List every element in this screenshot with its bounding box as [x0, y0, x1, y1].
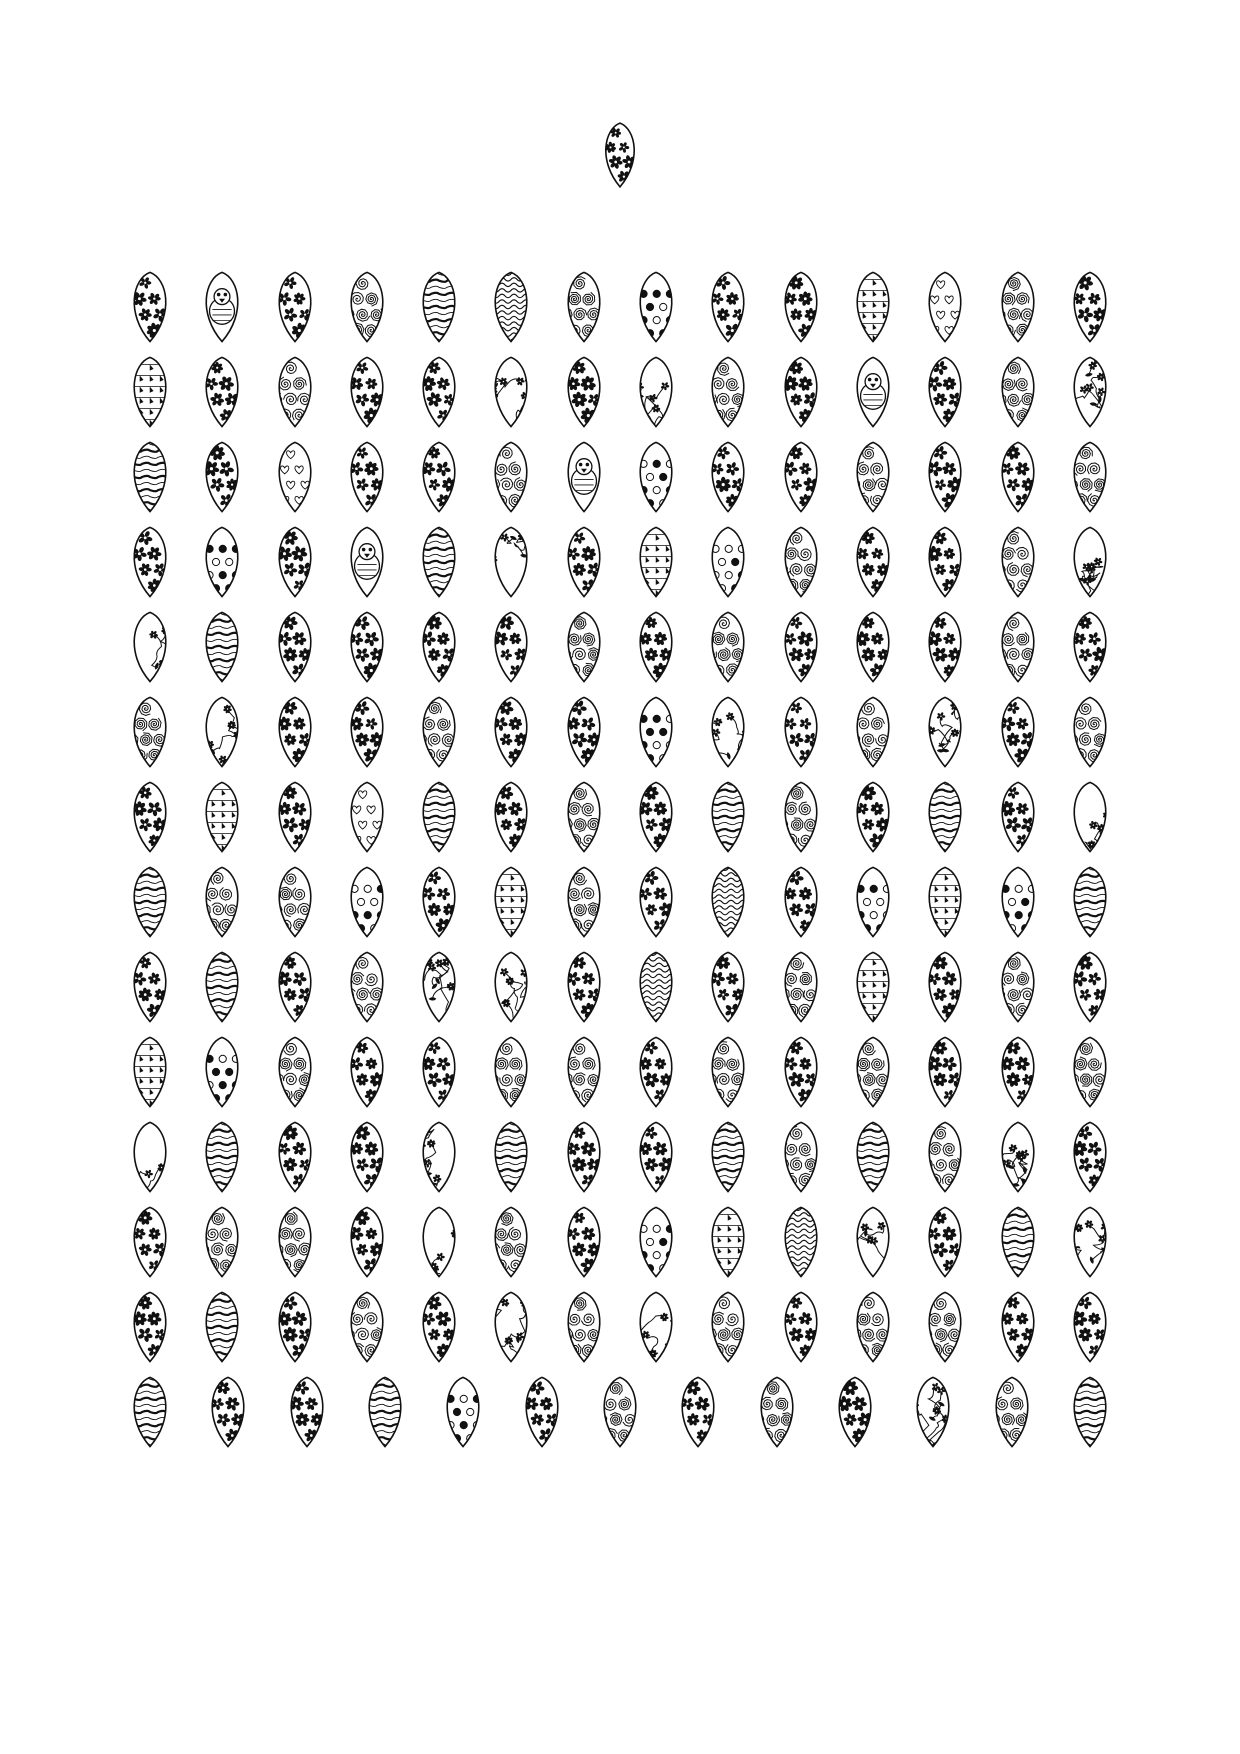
egg-r6-c5: [407, 693, 471, 771]
egg-r13-c3: [263, 1288, 327, 1366]
egg-r4-c7: [552, 523, 616, 601]
egg-r10-c9: [696, 1033, 760, 1111]
egg-r6-c13: [986, 693, 1050, 771]
egg-r5-c7: [552, 608, 616, 686]
egg-r11-c2: [190, 1118, 254, 1196]
egg-r7-c4: [335, 778, 399, 856]
egg-r11-c6: [479, 1118, 543, 1196]
egg-r9-c14: [1058, 948, 1122, 1026]
solo-egg: [591, 119, 649, 191]
egg-r3-c1: [118, 438, 182, 516]
egg-r7-c13: [986, 778, 1050, 856]
egg-r10-c12: [913, 1033, 977, 1111]
egg-r14-c11: [901, 1373, 965, 1451]
egg-r7-c12: [913, 778, 977, 856]
egg-r9-c2: [190, 948, 254, 1026]
egg-r7-c7: [552, 778, 616, 856]
egg-r5-c11: [841, 608, 905, 686]
egg-r4-c14: [1058, 523, 1122, 601]
egg-r12-c12: [913, 1203, 977, 1281]
egg-r12-c3: [263, 1203, 327, 1281]
egg-r9-c13: [986, 948, 1050, 1026]
egg-r8-c3: [263, 863, 327, 941]
egg-r6-c4: [335, 693, 399, 771]
egg-r8-c14: [1058, 863, 1122, 941]
egg-r9-c10: [769, 948, 833, 1026]
egg-r8-c9: [696, 863, 760, 941]
egg-r2-c3: [263, 353, 327, 431]
egg-grid: [118, 268, 1122, 1458]
egg-r3-c3: [263, 438, 327, 516]
egg-r14-c2: [196, 1373, 260, 1451]
egg-r2-c12: [913, 353, 977, 431]
egg-r4-c5: [407, 523, 471, 601]
egg-row: [118, 1033, 1122, 1111]
egg-r10-c7: [552, 1033, 616, 1111]
egg-r6-c6: [479, 693, 543, 771]
egg-r8-c10: [769, 863, 833, 941]
egg-r4-c2: [190, 523, 254, 601]
egg-r7-c5: [407, 778, 471, 856]
egg-r11-c14: [1058, 1118, 1122, 1196]
egg-r5-c9: [696, 608, 760, 686]
egg-r7-c11: [841, 778, 905, 856]
egg-r3-c5: [407, 438, 471, 516]
egg-r11-c10: [769, 1118, 833, 1196]
egg-r1-c8: [624, 268, 688, 346]
egg-r10-c4: [335, 1033, 399, 1111]
egg-r12-c11: [841, 1203, 905, 1281]
egg-r14-c9: [745, 1373, 809, 1451]
egg-r14-c7: [588, 1373, 652, 1451]
egg-r14-c5: [431, 1373, 495, 1451]
egg-r12-c1: [118, 1203, 182, 1281]
egg-r7-c1: [118, 778, 182, 856]
egg-r13-c6: [479, 1288, 543, 1366]
egg-r6-c10: [769, 693, 833, 771]
egg-r6-c7: [552, 693, 616, 771]
egg-r1-c12: [913, 268, 977, 346]
egg-r13-c2: [190, 1288, 254, 1366]
egg-r13-c1: [118, 1288, 182, 1366]
egg-r2-c5: [407, 353, 471, 431]
egg-r7-c6: [479, 778, 543, 856]
egg-r1-c3: [263, 268, 327, 346]
egg-r9-c3: [263, 948, 327, 1026]
egg-r11-c5: [407, 1118, 471, 1196]
egg-r1-c11: [841, 268, 905, 346]
egg-r6-c3: [263, 693, 327, 771]
egg-r12-c8: [624, 1203, 688, 1281]
egg-r13-c10: [769, 1288, 833, 1366]
egg-r7-c2: [190, 778, 254, 856]
egg-r10-c5: [407, 1033, 471, 1111]
egg-r7-c10: [769, 778, 833, 856]
egg-r4-c1: [118, 523, 182, 601]
egg-r4-c12: [913, 523, 977, 601]
egg-r3-c8: [624, 438, 688, 516]
egg-r5-c6: [479, 608, 543, 686]
egg-r8-c2: [190, 863, 254, 941]
egg-r13-c5: [407, 1288, 471, 1366]
egg-r3-c2: [190, 438, 254, 516]
egg-r1-c1: [118, 268, 182, 346]
egg-r7-c9: [696, 778, 760, 856]
egg-row: [118, 1373, 1122, 1451]
egg-r11-c4: [335, 1118, 399, 1196]
egg-r12-c2: [190, 1203, 254, 1281]
egg-r8-c8: [624, 863, 688, 941]
egg-r2-c14: [1058, 353, 1122, 431]
egg-r13-c13: [986, 1288, 1050, 1366]
egg-r10-c2: [190, 1033, 254, 1111]
egg-r2-c8: [624, 353, 688, 431]
egg-r11-c7: [552, 1118, 616, 1196]
egg-r13-c9: [696, 1288, 760, 1366]
egg-r3-c14: [1058, 438, 1122, 516]
egg-r14-c4: [353, 1373, 417, 1451]
egg-r6-c12: [913, 693, 977, 771]
egg-r6-c11: [841, 693, 905, 771]
egg-row: [118, 693, 1122, 771]
egg-r9-c11: [841, 948, 905, 1026]
egg-r9-c6: [479, 948, 543, 1026]
egg-r13-c4: [335, 1288, 399, 1366]
egg-r5-c12: [913, 608, 977, 686]
egg-r9-c12: [913, 948, 977, 1026]
egg-row: [118, 353, 1122, 431]
egg-r5-c13: [986, 608, 1050, 686]
egg-r12-c7: [552, 1203, 616, 1281]
egg-r1-c5: [407, 268, 471, 346]
egg-r11-c13: [986, 1118, 1050, 1196]
egg-r13-c7: [552, 1288, 616, 1366]
egg-r2-c13: [986, 353, 1050, 431]
egg-r1-c2: [190, 268, 254, 346]
egg-row: [118, 1203, 1122, 1281]
egg-r1-c7: [552, 268, 616, 346]
egg-r14-c6: [510, 1373, 574, 1451]
egg-r2-c10: [769, 353, 833, 431]
egg-r9-c4: [335, 948, 399, 1026]
egg-r9-c1: [118, 948, 182, 1026]
egg-r5-c10: [769, 608, 833, 686]
egg-r4-c3: [263, 523, 327, 601]
egg-r8-c11: [841, 863, 905, 941]
egg-row: [118, 1118, 1122, 1196]
egg-r6-c1: [118, 693, 182, 771]
egg-r5-c1: [118, 608, 182, 686]
egg-r2-c11: [841, 353, 905, 431]
egg-r14-c12: [980, 1373, 1044, 1451]
egg-r11-c1: [118, 1118, 182, 1196]
egg-r3-c7: [552, 438, 616, 516]
egg-r10-c6: [479, 1033, 543, 1111]
egg-r13-c14: [1058, 1288, 1122, 1366]
egg-r11-c11: [841, 1118, 905, 1196]
egg-r6-c8: [624, 693, 688, 771]
egg-r5-c4: [335, 608, 399, 686]
egg-r3-c6: [479, 438, 543, 516]
egg-r11-c3: [263, 1118, 327, 1196]
egg-r4-c8: [624, 523, 688, 601]
egg-r12-c4: [335, 1203, 399, 1281]
egg-r10-c3: [263, 1033, 327, 1111]
egg-row: [118, 948, 1122, 1026]
egg-r13-c12: [913, 1288, 977, 1366]
egg-r4-c10: [769, 523, 833, 601]
egg-r8-c12: [913, 863, 977, 941]
egg-r10-c1: [118, 1033, 182, 1111]
egg-row: [118, 268, 1122, 346]
egg-r6-c9: [696, 693, 760, 771]
egg-r14-c10: [823, 1373, 887, 1451]
egg-r9-c5: [407, 948, 471, 1026]
egg-r10-c11: [841, 1033, 905, 1111]
egg-r13-c8: [624, 1288, 688, 1366]
egg-r2-c9: [696, 353, 760, 431]
egg-r10-c10: [769, 1033, 833, 1111]
egg-r1-c6: [479, 268, 543, 346]
egg-r1-c13: [986, 268, 1050, 346]
egg-r7-c3: [263, 778, 327, 856]
egg-r12-c5: [407, 1203, 471, 1281]
egg-r9-c7: [552, 948, 616, 1026]
egg-r1-c9: [696, 268, 760, 346]
egg-r7-c8: [624, 778, 688, 856]
egg-r12-c13: [986, 1203, 1050, 1281]
egg-r12-c14: [1058, 1203, 1122, 1281]
egg-r11-c12: [913, 1118, 977, 1196]
egg-r4-c4: [335, 523, 399, 601]
egg-r12-c10: [769, 1203, 833, 1281]
egg-r12-c9: [696, 1203, 760, 1281]
egg-r11-c9: [696, 1118, 760, 1196]
egg-r2-c7: [552, 353, 616, 431]
egg-r11-c8: [624, 1118, 688, 1196]
egg-r14-c1: [118, 1373, 182, 1451]
egg-r9-c8: [624, 948, 688, 1026]
egg-r3-c12: [913, 438, 977, 516]
egg-r5-c3: [263, 608, 327, 686]
egg-r1-c14: [1058, 268, 1122, 346]
egg-row: [118, 608, 1122, 686]
egg-row: [118, 778, 1122, 856]
solo-egg-area: [0, 100, 1240, 210]
egg-r10-c13: [986, 1033, 1050, 1111]
egg-r8-c1: [118, 863, 182, 941]
egg-r4-c13: [986, 523, 1050, 601]
egg-r1-c10: [769, 268, 833, 346]
egg-r3-c11: [841, 438, 905, 516]
egg-r13-c11: [841, 1288, 905, 1366]
egg-r4-c11: [841, 523, 905, 601]
egg-r10-c14: [1058, 1033, 1122, 1111]
egg-row: [118, 438, 1122, 516]
egg-row: [118, 863, 1122, 941]
egg-r12-c6: [479, 1203, 543, 1281]
egg-r8-c4: [335, 863, 399, 941]
egg-r7-c14: [1058, 778, 1122, 856]
egg-r2-c4: [335, 353, 399, 431]
egg-r3-c13: [986, 438, 1050, 516]
egg-r14-c8: [666, 1373, 730, 1451]
egg-r14-c3: [275, 1373, 339, 1451]
egg-r2-c1: [118, 353, 182, 431]
egg-r8-c5: [407, 863, 471, 941]
egg-row: [118, 1288, 1122, 1366]
egg-r10-c8: [624, 1033, 688, 1111]
egg-r6-c2: [190, 693, 254, 771]
egg-r3-c4: [335, 438, 399, 516]
egg-r6-c14: [1058, 693, 1122, 771]
egg-r14-c13: [1058, 1373, 1122, 1451]
egg-r8-c13: [986, 863, 1050, 941]
egg-r9-c9: [696, 948, 760, 1026]
egg-r1-c4: [335, 268, 399, 346]
egg-r3-c9: [696, 438, 760, 516]
egg-r5-c2: [190, 608, 254, 686]
egg-r8-c6: [479, 863, 543, 941]
egg-r2-c2: [190, 353, 254, 431]
egg-r5-c5: [407, 608, 471, 686]
egg-r8-c7: [552, 863, 616, 941]
egg-r2-c6: [479, 353, 543, 431]
egg-r5-c8: [624, 608, 688, 686]
egg-r5-c14: [1058, 608, 1122, 686]
egg-row: [118, 523, 1122, 601]
egg-r4-c9: [696, 523, 760, 601]
egg-r3-c10: [769, 438, 833, 516]
egg-r4-c6: [479, 523, 543, 601]
